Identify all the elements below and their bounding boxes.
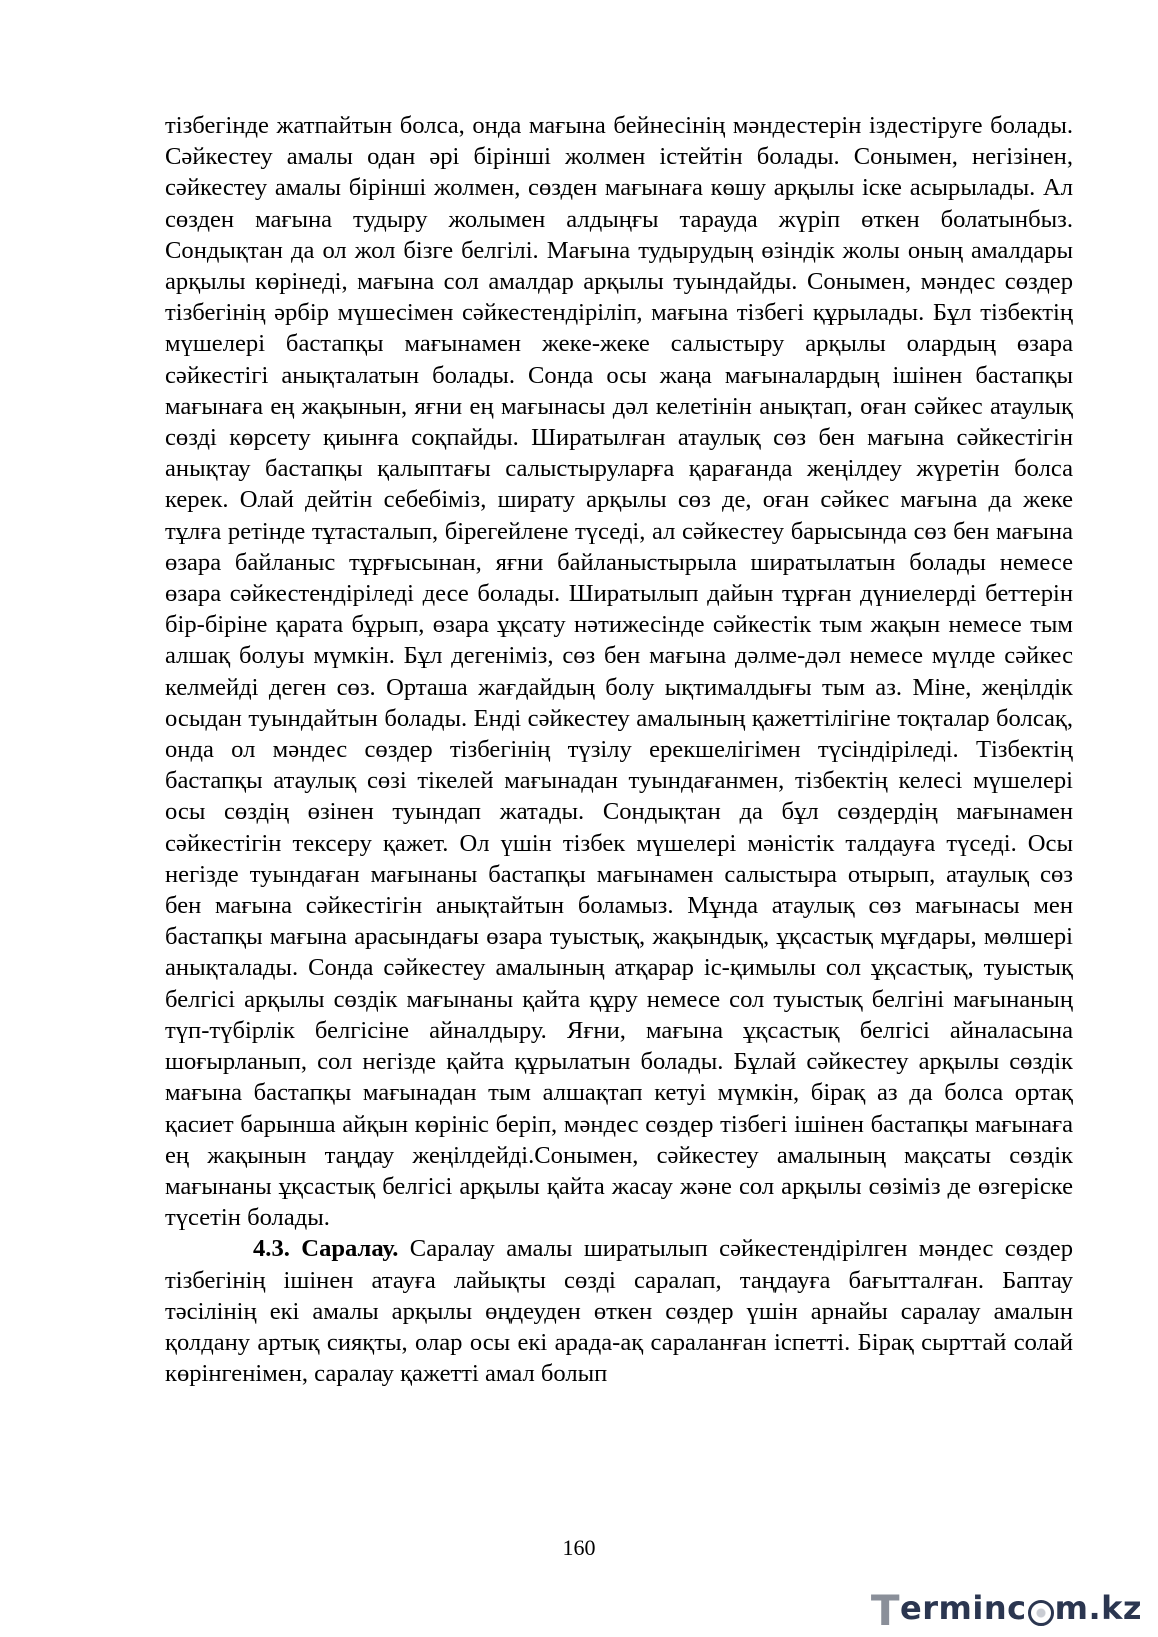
watermark-text-part-2: c [1007, 1589, 1027, 1627]
watermark-circle-icon [1028, 1600, 1054, 1626]
watermark-letter-t: T [870, 1586, 901, 1635]
document-page [165, 110, 1073, 1389]
page-number: 160 [562, 1535, 596, 1560]
section-paragraph-text: Саралау амалы ширатылып сәйкестендірілген мәндес сөздер тізбегінің ішінен атауға лайықты сөзді саралап, таңдауға бағытталған. Баптау тәсілінің екі амалы арқылы өңдеуден өткен сөздер үшін арнайы саралау амалын қолдану артық сияқты, олар осы екі арада-ақ сараланған іспетті. Бірақ сырттай солай көрінгенімен, саралау қажетті амал болып [165, 1235, 1073, 1388]
watermark-text-part-3: m.kz [1054, 1589, 1142, 1627]
section-paragraph [165, 1233, 1073, 1389]
body-paragraph: тізбегінде жатпайтын болса, онда мағына бейнесінің мәндестерін іздестіруге болады. Сәйкестеу амалы одан әрі бірінші жолмен істейтін болады. Сонымен, негізінен, сәйкестеу амалы бірінші жолмен, сөзден мағынаға көшу арқылы іске асырылады. Ал сөзден мағына тудыру жолымен алдыңғы тарауда жүріп өткен болатынбыз. Сондықтан да ол жол бізге белгілі. Мағына тудырудың өзіндік жолы оның амалдары арқылы көрінеді, мағына сол амалдар арқылы туындайды. Сонымен, мәндес сөздер тізбегінің әрбір мүшесімен сәйкестендіріліп, мағына тізбегі құрылады. Бұл тізбектің мүшелері бастапқы мағынамен жеке-жеке салыстыру арқылы олардың өзара сәйкестігі анықталатын болады. Сонда осы жаңа мағыналардың ішінен бастапқы мағынаға ең жақынын, яғни ең мағынасы дәл келетінін анықтап, оған сәйкес атаулық сөзді көрсету қиынға соқпайды. Ширатылған атаулық сөз бен мағына сәйкестігін анықтау бастапқы қалыптағы салыстыруларға қарағанда жеңілдеу жүретін болса керек. Олай дейтін себебіміз, ширату арқылы сөз де, оған сәйкес мағына да жеке тұлға ретінде тұтасталып, бірегейлене түседі, ал сәйкестеу барысында сөз бен мағына өзара байланыс тұрғысынан, яғни байланыстырыла ширатылатын болады немесе өзара сәйкестендіріледі десе болады. Ширатылып дайын тұрған дүниелерді беттерін бір-біріне қарата бұрып, өзара ұқсату нәтижесінде сәйкестік тым жақын немесе тым алшақ болуы мүмкін. Бұл дегеніміз, сөз бен мағына дәлме-дәл немесе мүлде сәйкес келмейді деген сөз. Орташа жағдайдың болу ықтималдығы тым аз. Міне, жеңілдік осыдан туындайтын болады. Енді сәйкестеу амалының қажеттілігіне тоқталар болсақ, онда ол мәндес сөздер тізбегінің түзілу ерекшелігімен түсіндіріледі. Тізбектің бастапқы атаулық сөзі тікелей мағынадан туындағанмен, тізбектің келесі мүшелері осы сөздің өзінен туындап жатады. Сондықтан да бұл сөздердің мағынамен сәйкестігін тексеру қажет. Ол үшін тізбек мүшелері мәністік талдауға түседі. Осы негізде туындаған мағынаны бастапқы мағынамен салыстыра отырып, атаулық сөз бен мағына сәйкестігін анықтайтын боламыз. Мұнда атаулық сөз мағынасы мен бастапқы мағына арасындағы өзара туыстық, жақындық, ұқсастық мұғдары, мөлшері анықталады. Сонда сәйкестеу амалының атқарар іс-қимылы сол ұқсастық, туыстық белгісі арқылы сөздік мағынаны қайта құру немесе сол туыстық белгіні мағынаның түп-түбірлік белгісіне айналдыру. Яғни, мағына ұқсастық белгісі айналасына шоғырланып, сол негізде қайта құрылатын болады. Бұлай сәйкестеу арқылы сөздік мағына бастапқы мағынадан тым алшақтап кетуі мүмкін, бірақ аз да болса ортақ қасиет барынша айқын көрініс беріп, мәндес сөздер тізбегі ішінен бастапқы мағынаға ең жақынын таңдау жеңілдейді.Сонымен, сәйкестеу амалының мақсаты сөздік мағынаны ұқсастық белгісі арқылы қайта жасау және сол арқылы сөзіміз де өзгеріске түсетін болады. [165, 112, 1073, 1232]
section-heading: 4.3. Саралау. [253, 1235, 399, 1263]
termincom-watermark-logo [870, 1586, 1142, 1635]
watermark-text-part-1: ermin [900, 1589, 1008, 1627]
